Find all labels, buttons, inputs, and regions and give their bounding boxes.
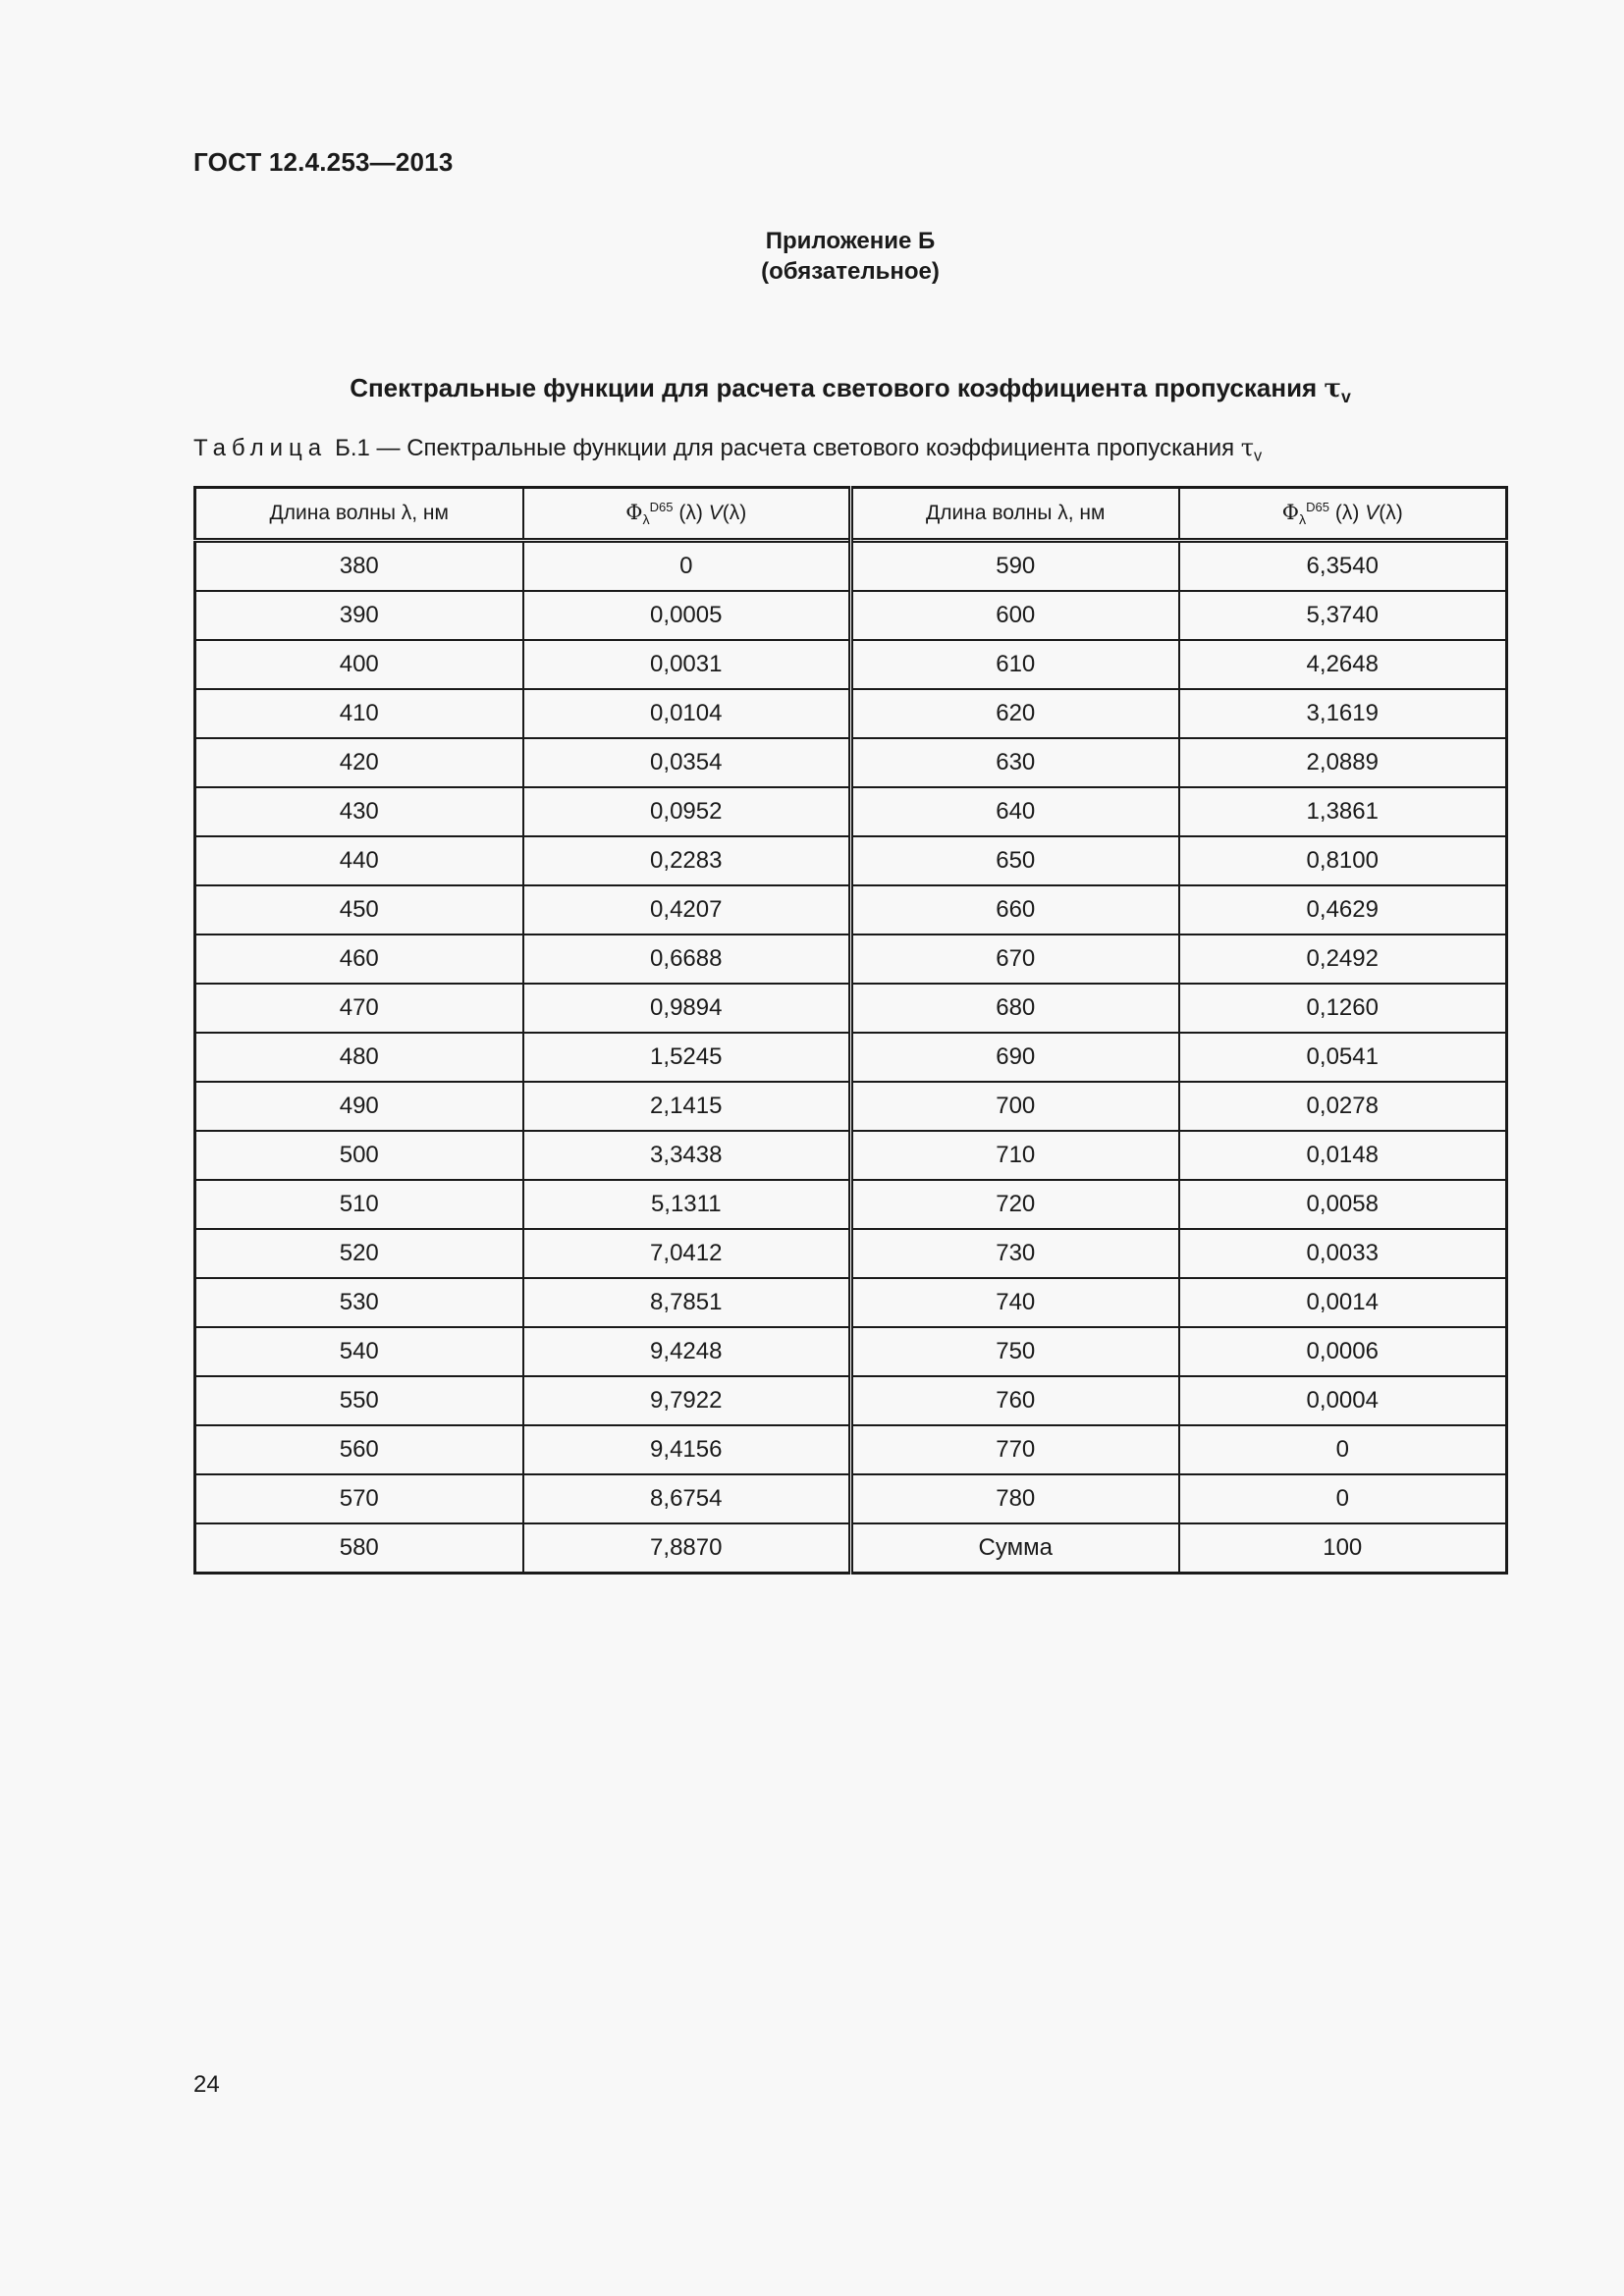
header-function-left <box>523 488 851 541</box>
left-wavelength-cell: 510 <box>195 1180 523 1229</box>
right-value-cell: 6,3540 <box>1179 541 1507 592</box>
right-value-cell: 0,0033 <box>1179 1229 1507 1278</box>
right-value-cell: 0,0004 <box>1179 1376 1507 1425</box>
left-wavelength-cell: 570 <box>195 1474 523 1523</box>
right-wavelength-cell: 740 <box>851 1278 1179 1327</box>
table-row <box>195 591 1507 640</box>
right-value-cell: 0 <box>1179 1425 1507 1474</box>
left-value-cell: 3,3438 <box>523 1131 851 1180</box>
table-row <box>195 1082 1507 1131</box>
table-row <box>195 689 1507 738</box>
caption-prefix: Таблица <box>193 435 328 461</box>
left-value-cell: 9,4156 <box>523 1425 851 1474</box>
right-value-cell: 2,0889 <box>1179 738 1507 787</box>
left-wavelength-cell: 580 <box>195 1523 523 1574</box>
right-value-cell: 5,3740 <box>1179 591 1507 640</box>
left-wavelength-cell: 530 <box>195 1278 523 1327</box>
right-wavelength-cell: 700 <box>851 1082 1179 1131</box>
right-value-cell: 0,1260 <box>1179 984 1507 1033</box>
right-wavelength-cell: 680 <box>851 984 1179 1033</box>
left-wavelength-cell: 450 <box>195 885 523 934</box>
table-row <box>195 1327 1507 1376</box>
tau-subscript: v <box>1340 387 1351 407</box>
left-value-cell: 9,7922 <box>523 1376 851 1425</box>
phi-superscript: D65 <box>1306 499 1330 514</box>
table-header-row <box>195 488 1507 541</box>
caption-tau-symbol: τ <box>1240 434 1255 461</box>
right-wavelength-cell: 710 <box>851 1131 1179 1180</box>
left-value-cell: 0,2283 <box>523 836 851 885</box>
right-value-cell: 0,4629 <box>1179 885 1507 934</box>
section-title-text: Спектральные функции для расчета светового коэффициента пропускания <box>350 373 1318 402</box>
phi-superscript: D65 <box>649 499 674 514</box>
header-wavelength-right: Длина волны λ, нм <box>851 488 1179 541</box>
right-wavelength-cell: 640 <box>851 787 1179 836</box>
left-value-cell: 0,4207 <box>523 885 851 934</box>
left-value-cell: 7,0412 <box>523 1229 851 1278</box>
table-row <box>195 1376 1507 1425</box>
right-wavelength-cell: 630 <box>851 738 1179 787</box>
spectral-table <box>193 486 1508 1575</box>
v-argument: (λ) <box>1379 501 1403 524</box>
appendix-heading <box>0 226 1624 287</box>
phi-symbol: Φ <box>625 500 643 524</box>
section-title <box>0 373 1624 407</box>
right-wavelength-cell: 780 <box>851 1474 1179 1523</box>
right-wavelength-cell: 610 <box>851 640 1179 689</box>
left-wavelength-cell: 380 <box>195 541 523 592</box>
caption-tau-subscript: v <box>1254 447 1263 465</box>
right-value-cell: 4,2648 <box>1179 640 1507 689</box>
table-row <box>195 787 1507 836</box>
right-wavelength-cell: 590 <box>851 541 1179 592</box>
table-row <box>195 1474 1507 1523</box>
right-wavelength-cell: 600 <box>851 591 1179 640</box>
right-wavelength-cell: 770 <box>851 1425 1179 1474</box>
left-wavelength-cell: 500 <box>195 1131 523 1180</box>
left-value-cell: 9,4248 <box>523 1327 851 1376</box>
left-wavelength-cell: 470 <box>195 984 523 1033</box>
right-wavelength-cell: 620 <box>851 689 1179 738</box>
table-row <box>195 1425 1507 1474</box>
right-value-cell: 0,0541 <box>1179 1033 1507 1082</box>
left-wavelength-cell: 490 <box>195 1082 523 1131</box>
appendix-status: (обязательное) <box>761 258 940 285</box>
table-row <box>195 1229 1507 1278</box>
v-symbol: V <box>708 501 723 524</box>
left-value-cell: 0,0005 <box>523 591 851 640</box>
table-row <box>195 541 1507 592</box>
left-value-cell: 0 <box>523 541 851 592</box>
left-value-cell: 8,7851 <box>523 1278 851 1327</box>
v-argument: (λ) <box>722 501 747 524</box>
right-value-cell: 0 <box>1179 1474 1507 1523</box>
left-wavelength-cell: 400 <box>195 640 523 689</box>
left-wavelength-cell: 540 <box>195 1327 523 1376</box>
left-value-cell: 0,0952 <box>523 787 851 836</box>
phi-argument: (λ) <box>1329 501 1366 524</box>
header-function-right <box>1179 488 1507 541</box>
left-wavelength-cell: 480 <box>195 1033 523 1082</box>
left-wavelength-cell: 410 <box>195 689 523 738</box>
right-wavelength-cell: 760 <box>851 1376 1179 1425</box>
left-wavelength-cell: 430 <box>195 787 523 836</box>
left-value-cell: 5,1311 <box>523 1180 851 1229</box>
right-value-cell: 3,1619 <box>1179 689 1507 738</box>
table-row <box>195 934 1507 984</box>
right-value-cell: 0,0148 <box>1179 1131 1507 1180</box>
table-row <box>195 640 1507 689</box>
left-wavelength-cell: 440 <box>195 836 523 885</box>
phi-symbol: Φ <box>1281 500 1299 524</box>
left-value-cell: 2,1415 <box>523 1082 851 1131</box>
table-row <box>195 836 1507 885</box>
right-value-cell: 0,8100 <box>1179 836 1507 885</box>
right-wavelength-cell: 660 <box>851 885 1179 934</box>
right-wavelength-cell: 650 <box>851 836 1179 885</box>
v-symbol: V <box>1365 501 1380 524</box>
table-row <box>195 1033 1507 1082</box>
left-value-cell: 0,6688 <box>523 934 851 984</box>
left-wavelength-cell: 520 <box>195 1229 523 1278</box>
left-wavelength-cell: 390 <box>195 591 523 640</box>
page-number: 24 <box>193 2071 220 2098</box>
right-value-cell: 0,2492 <box>1179 934 1507 984</box>
right-wavelength-cell: Сумма <box>851 1523 1179 1574</box>
table-row <box>195 738 1507 787</box>
left-value-cell: 7,8870 <box>523 1523 851 1574</box>
right-value-cell: 0,0058 <box>1179 1180 1507 1229</box>
right-wavelength-cell: 690 <box>851 1033 1179 1082</box>
document-code: ГОСТ 12.4.253—2013 <box>193 147 454 177</box>
left-value-cell: 1,5245 <box>523 1033 851 1082</box>
left-wavelength-cell: 550 <box>195 1376 523 1425</box>
table-row <box>195 984 1507 1033</box>
caption-text: Б.1 — Спектральные функции для расчета светового коэффициента пропускания <box>335 435 1235 461</box>
table-row <box>195 1180 1507 1229</box>
phi-subscript: λ <box>1299 511 1307 528</box>
table-row <box>195 1523 1507 1574</box>
appendix-title: Приложение Б <box>765 228 936 254</box>
left-value-cell: 8,6754 <box>523 1474 851 1523</box>
right-wavelength-cell: 670 <box>851 934 1179 984</box>
right-value-cell: 0,0278 <box>1179 1082 1507 1131</box>
left-value-cell: 0,9894 <box>523 984 851 1033</box>
phi-subscript: λ <box>642 511 650 528</box>
left-value-cell: 0,0104 <box>523 689 851 738</box>
table-row <box>195 885 1507 934</box>
table-body <box>195 541 1507 1574</box>
table-caption <box>193 434 1262 466</box>
left-value-cell: 0,0031 <box>523 640 851 689</box>
right-value-cell: 0,0014 <box>1179 1278 1507 1327</box>
right-value-cell: 100 <box>1179 1523 1507 1574</box>
right-value-cell: 0,0006 <box>1179 1327 1507 1376</box>
left-wavelength-cell: 560 <box>195 1425 523 1474</box>
table-row <box>195 1131 1507 1180</box>
left-wavelength-cell: 420 <box>195 738 523 787</box>
header-wavelength-left: Длина волны λ, нм <box>195 488 523 541</box>
left-wavelength-cell: 460 <box>195 934 523 984</box>
table-row <box>195 1278 1507 1327</box>
right-wavelength-cell: 720 <box>851 1180 1179 1229</box>
phi-argument: (λ) <box>673 501 709 524</box>
right-wavelength-cell: 730 <box>851 1229 1179 1278</box>
left-value-cell: 0,0354 <box>523 738 851 787</box>
right-wavelength-cell: 750 <box>851 1327 1179 1376</box>
tau-symbol: τ <box>1324 374 1341 403</box>
right-value-cell: 1,3861 <box>1179 787 1507 836</box>
